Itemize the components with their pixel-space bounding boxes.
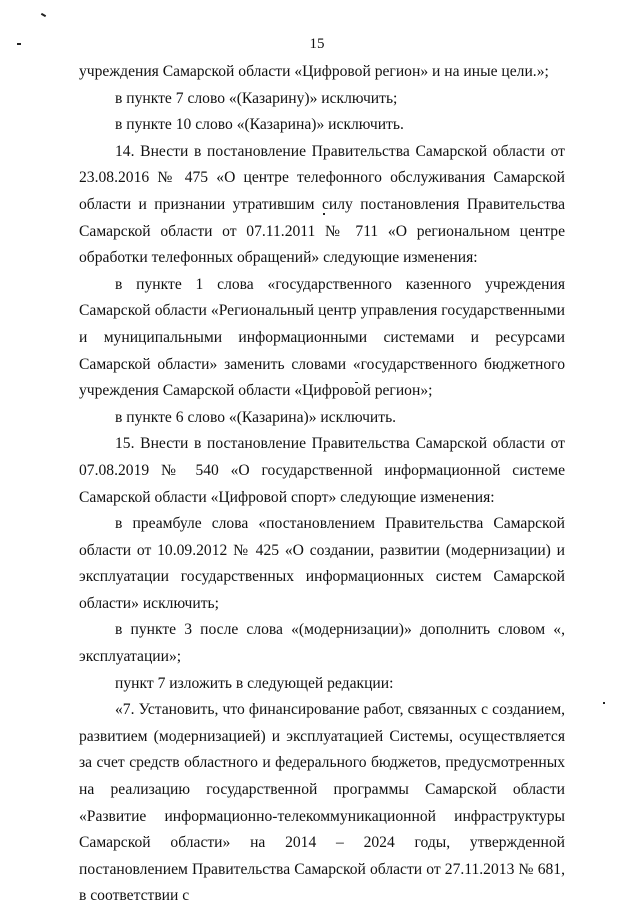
- paragraph: пункт 7 изложить в следующей редакции:: [115, 674, 394, 692]
- scan-artifact: [41, 13, 46, 17]
- paragraph: в пункте 1 слова «государственного казенного учреждения Самарской области «Региональный центр управления государственными и муниципальными информационными системами и ресурсами Самарской области» заменить словами «государственного бюджетного учреждения Самарской области «Цифровой регион»;: [79, 275, 565, 400]
- paragraph-item-15: 15. Внести в постановление Правительства Самарской области от 07.08.2019 № 540 «О государственной информационной системе Самарской области «Цифровой спорт» следующие изменения:: [79, 435, 565, 506]
- paragraph-item-14: 14. Внести в постановление Правительства Самарской области от 23.08.2016 № 475 «О центре телефонного обслуживания Самарской области и признании утратившим силу постановления Правительства Самарской области от 07.11.2011 № 711 «О региональном центре обработки телефонных обращений» следующие изменения:: [79, 142, 565, 267]
- scan-artifact: [603, 702, 605, 704]
- paragraph: в пункте 7 слово «(Казарину)» исключить;: [115, 89, 398, 107]
- document-body: [79, 59, 565, 910]
- paragraph-continuation: учреждения Самарской области «Цифровой регион» и на иные цели.»;: [79, 63, 549, 80]
- paragraph-quoted-item-7: «7. Установить, что финансирование работ, связанных с созданием, развитием (модернизацией) и эксплуатацией Системы, осуществляется за счет средств областного и федерального бюджетов, предусмотренных на реализацию государственной программы Самарской области «Развитие информационно-телекоммуникационной инфраструктуры Самарской области» на 2014 – 2024 годы, утвержденной постановлением Правительства Самарской области от 27.11.2013 № 681, в соответствии с: [79, 701, 565, 905]
- paragraph: в пункте 10 слово «(Казарина)» исключить.: [115, 116, 404, 134]
- paragraph: в пункте 6 слово «(Казарина)» исключить.: [115, 408, 397, 426]
- paragraph: в преамбуле слова «постановлением Правительства Самарской области от 10.09.2012 № 425 «О создании, развитии (модернизации) и эксплуатации государственных информационных систем Самарской области» исключить;: [79, 515, 565, 612]
- paragraph: в пункте 3 после слова «(модернизации)» дополнить словом «, эксплуатации»;: [79, 621, 565, 666]
- page-number: 15: [309, 36, 325, 52]
